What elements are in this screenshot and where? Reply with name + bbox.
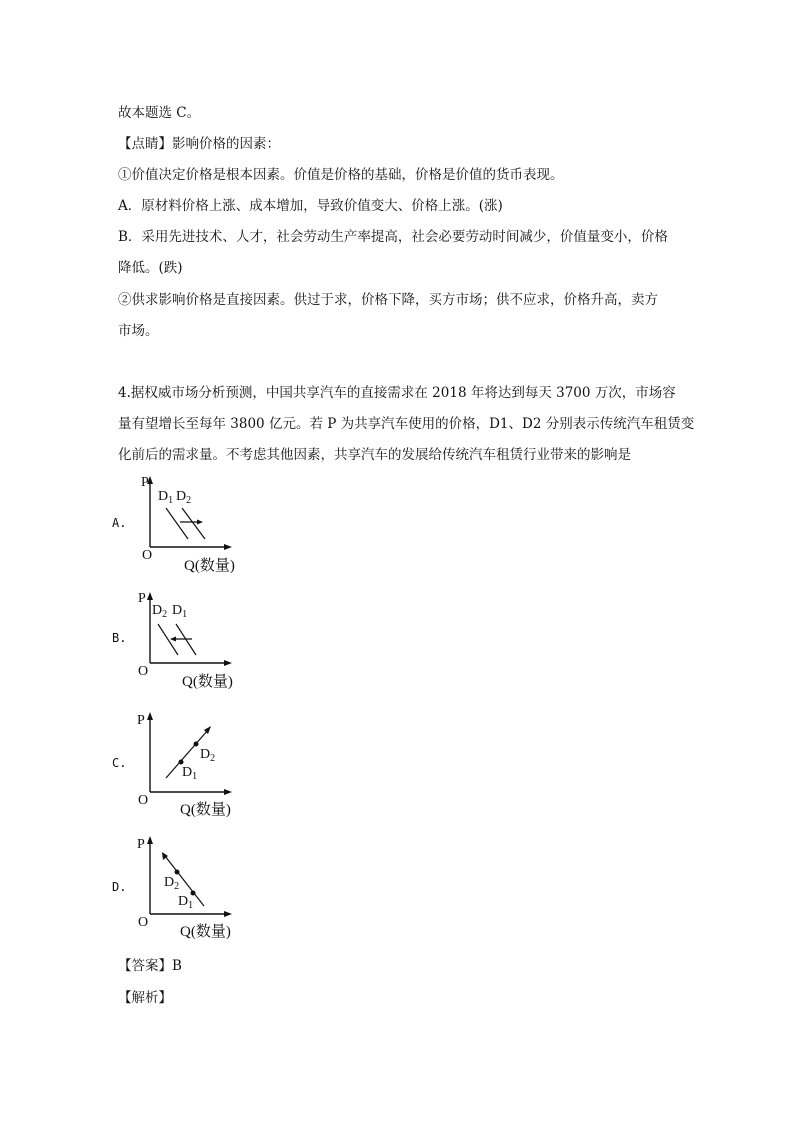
curve-label: $D_2$ <box>176 489 192 506</box>
y-axis-arrow <box>147 836 153 844</box>
point-d1 <box>179 760 184 765</box>
explanation-line: B．采用先进技术、人才，社会劳动生产率提高，社会必要劳动时间减少，价值量变小，价格 <box>118 229 668 245</box>
explanation-line: ②供求影响价格是直接因素。供过于求，价格下降，买方市场；供不应求，价格升高，卖方 <box>118 292 658 308</box>
q-label: Q(数量) <box>180 924 231 940</box>
shift-arrowhead <box>170 637 176 642</box>
answer-line: 【答案】B <box>118 958 182 974</box>
x-axis-arrow <box>224 911 232 917</box>
p-label: P <box>138 591 146 606</box>
p-label: P <box>137 837 145 852</box>
explanation-line: ①价值决定价格是根本因素。价值是价格的基础，价格是价值的货币表现。 <box>118 167 564 183</box>
option-a-letter[interactable]: A. <box>112 516 127 530</box>
curve-label: $D_1$ <box>158 489 174 506</box>
p-label: P <box>141 475 149 490</box>
option-a-graph[interactable] <box>132 472 242 577</box>
curve-label: $D_2$ <box>152 603 168 620</box>
option-b-graph[interactable] <box>132 588 242 693</box>
question-text: 量有望增长至每年 3800 亿元。若 P 为共享汽车使用的价格，D1、D2 分别表示传统汽车租赁变 <box>118 416 695 432</box>
x-axis-arrow <box>224 544 232 550</box>
origin-label: O <box>138 793 149 808</box>
option-c-letter[interactable]: C. <box>112 756 127 770</box>
explanation-line: 市场。 <box>118 323 159 339</box>
question-text: 4.据权威市场分析预测，中国共享汽车的直接需求在 2018 年将达到每天 3700 万次，市场容 <box>118 385 676 401</box>
x-axis-arrow <box>224 660 232 666</box>
point-d1 <box>191 891 196 896</box>
demand-curve-d2 <box>182 508 205 539</box>
curve-label: $D_2$ <box>164 875 180 892</box>
y-axis-arrow <box>147 592 153 600</box>
q-label: Q(数量) <box>180 802 231 818</box>
analysis-heading: 【解析】 <box>118 990 172 1006</box>
q-label: Q(数量) <box>182 674 233 690</box>
question-text: 化前后的需求量。不考虑其他因素，共享汽车的发展给传统汽车租赁行业带来的影响是 <box>118 447 631 463</box>
curve-label: $D_1$ <box>178 894 194 911</box>
explanation-line: 降低。(跌) <box>118 260 183 276</box>
curve-label: $D_1$ <box>182 765 198 782</box>
origin-label: O <box>142 548 153 563</box>
p-label: P <box>137 713 145 728</box>
tip-heading: 【点睛】影响价格的因素： <box>118 136 280 152</box>
option-d-graph[interactable] <box>132 832 242 944</box>
origin-label: O <box>138 915 149 930</box>
x-axis-arrow <box>224 789 232 795</box>
origin-label: O <box>138 664 149 679</box>
curve-label: $D_2$ <box>200 747 216 764</box>
point-d2 <box>194 742 199 747</box>
curve-label: $D_1$ <box>172 603 188 620</box>
y-axis-arrow <box>147 712 153 720</box>
q-label: Q(数量) <box>184 558 235 574</box>
explanation-line: A．原材料价格上涨、成本增加，导致价值变大、价格上涨。(涨) <box>118 198 503 214</box>
shift-arrowhead <box>197 520 203 525</box>
option-b-letter[interactable]: B. <box>112 631 127 645</box>
explanation-line: 故本题选 C。 <box>118 105 201 121</box>
option-c-graph[interactable] <box>132 708 242 820</box>
option-d-letter[interactable]: D. <box>112 880 127 894</box>
demand-curve-d1 <box>166 508 188 539</box>
point-d2 <box>175 870 180 875</box>
